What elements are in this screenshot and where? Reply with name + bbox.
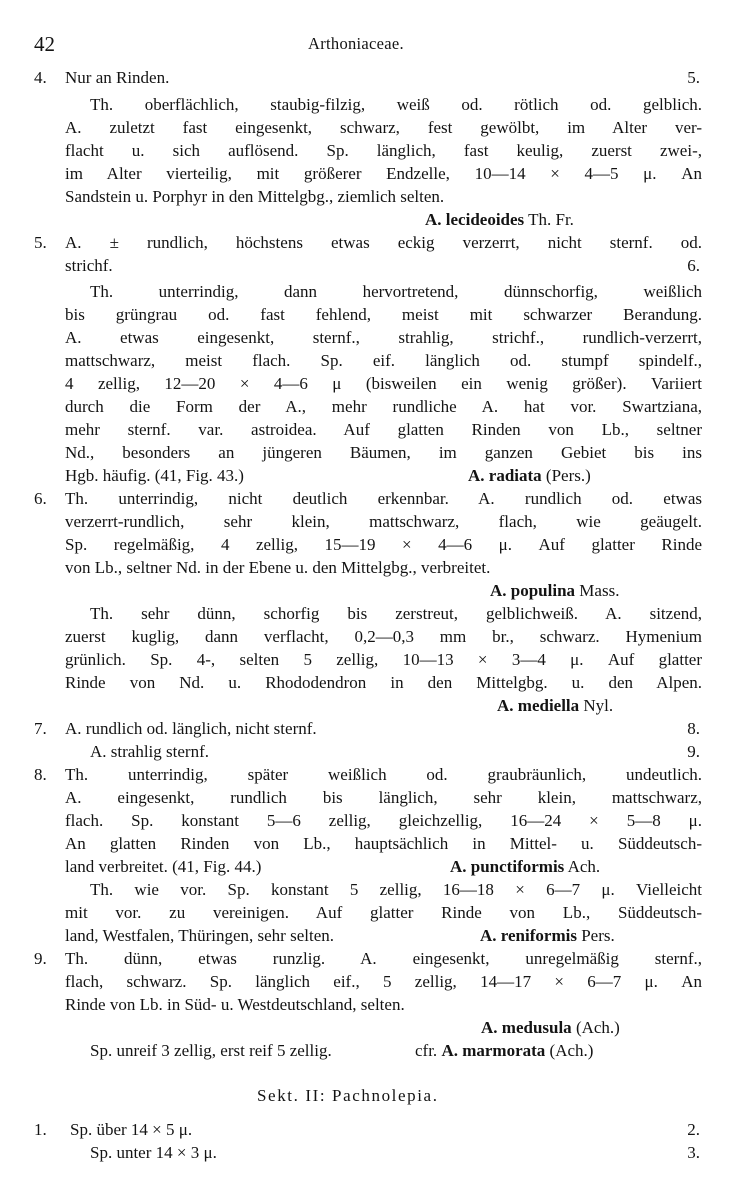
text-line: Th. unterrindig, später weißlich od. graubräunlich, undeutlich. (65, 765, 702, 784)
species-author: (Ach.) (549, 1041, 594, 1060)
couplet-number: 8. (34, 765, 47, 784)
species-name: A. mediella (497, 696, 580, 715)
text-line: A. rundlich od. länglich, nicht sternf. (65, 719, 317, 738)
text-line: mehr sternf. var. astroidea. Auf glatten Rinden von Lb., seltner (65, 420, 702, 439)
text-line: A. eingesenkt, rundlich bis länglich, sehr klein, mattschwarz, (65, 788, 702, 807)
couplet-lead: 2. (687, 1120, 700, 1139)
couplet-lead: 9. (687, 742, 700, 761)
couplet-number: 6. (34, 489, 47, 508)
cfr-label: cfr. (415, 1041, 438, 1060)
species-line (468, 465, 591, 487)
text-line: land, Westfalen, Thüringen, sehr selten. (65, 926, 334, 945)
text-line: Th. unterrindig, dann hervortretend, dünnschorfig, weißlich (90, 282, 702, 301)
text-line: Nd., besonders an jüngeren Bäumen, im ganzen Gebiet bis ins (65, 443, 702, 462)
text-line: Rinde von Lb. in Süd- u. Westdeutschland, selten. (65, 995, 405, 1014)
species-name: A. populina (490, 581, 576, 600)
text-line: Th. wie vor. Sp. konstant 5 zellig, 16—18 × 6—7 μ. Vielleicht (90, 880, 702, 899)
text-line: Sp. über 14 × 5 μ. (70, 1120, 193, 1139)
text-line: durch die Form der A., mehr rundliche A. hat vor. Swartziana, (65, 397, 702, 416)
text-line: Th. dünn, etwas runzlig. A. eingesenkt, unregelmäßig sternf., (65, 949, 702, 968)
species-name: A. medusula (481, 1018, 572, 1037)
text-line: An glatten Rinden von Lb., hauptsächlich in Mittel- u. Süddeutsch- (65, 834, 702, 853)
species-name: A. radiata (468, 466, 542, 485)
species-author: (Pers.) (545, 466, 591, 485)
text-line: Nur an Rinden. (65, 68, 170, 87)
page-header (34, 32, 704, 62)
text-line: A. etwas eingesenkt, sternf., strahlig, strichf., rundlich-verzerrt, (65, 328, 702, 347)
running-head: Arthoniaceae. (308, 34, 404, 53)
text-line: grünlich. Sp. 4-, selten 5 zellig, 10—13 × 3—4 μ. Auf glatter (65, 650, 702, 669)
text-line: Rinde von Nd. u. Rhododendron in den Mittelgbg. u. den Alpen. (65, 673, 702, 692)
text-line: Th. unterrindig, nicht deutlich erkennbar. A. rundlich od. etwas (65, 489, 702, 508)
text-line: land verbreitet. (41, Fig. 44.) (65, 857, 262, 876)
species-line (450, 856, 600, 878)
text-line: Th. sehr dünn, schorfig bis zerstreut, gelblichweiß. A. sitzend, (90, 604, 702, 623)
section-heading: Sekt. II: Pachnolepia. (257, 1086, 439, 1105)
text-line: im Alter vierteilig, mit größerer Endzelle, 10—14 × 4—5 μ. An (65, 164, 702, 183)
text-line: von Lb., seltner Nd. in der Ebene u. den Mittelgbg., verbreitet. (65, 558, 491, 577)
text-line: A. strahlig sternf. (90, 742, 209, 761)
couplet-number: 1. (34, 1120, 47, 1139)
couplet-number: 4. (34, 68, 47, 87)
species-line (481, 1017, 620, 1039)
couplet-number: 7. (34, 719, 47, 738)
text-line: Th. oberflächlich, staubig-filzig, weiß od. rötlich od. gelblich. (90, 95, 702, 114)
species-author: (Ach.) (575, 1018, 620, 1037)
species-line (480, 925, 615, 947)
species-author: Nyl. (583, 696, 614, 715)
species-name: A. reniformis (480, 926, 577, 945)
text-line: A. zuletzt fast eingesenkt, schwarz, fest gewölbt, im Alter ver- (65, 118, 702, 137)
text-line: Sp. regelmäßig, 4 zellig, 15—19 × 4—6 μ. Auf glatter Rinde (65, 535, 702, 554)
species-line (490, 580, 619, 602)
couplet-lead: 5. (687, 68, 700, 87)
text-line: Hgb. häufig. (41, Fig. 43.) (65, 466, 244, 485)
couplet-lead: 6. (687, 256, 700, 275)
text-line: mattschwarz, meist flach. Sp. eif. länglich od. stumpf spindelf., (65, 351, 702, 370)
text-line: Sp. unreif 3 zellig, erst reif 5 zellig. (90, 1041, 332, 1060)
species-name: A. punctiformis (450, 857, 565, 876)
text-line: mit vor. zu vereinigen. Auf glatter Rinde von Lb., Süddeutsch- (65, 903, 702, 922)
text-line: flacht u. sich auflösend. Sp. länglich, fast keulig, zuerst zwei-, (65, 141, 702, 160)
text-line: bis grüngrau od. fast fehlend, meist mit schwarzer Berandung. (65, 305, 702, 324)
text-line: A. ± rundlich, höchstens etwas eckig verzerrt, nicht sternf. od. (65, 233, 702, 252)
text-line: flach, schwarz. Sp. länglich eif., 5 zellig, 14—17 × 6—7 μ. An (65, 972, 702, 991)
couplet-number: 5. (34, 233, 47, 252)
species-name: A. lecideoides (425, 210, 525, 229)
couplet-lead: 3. (687, 1143, 700, 1162)
species-author: Th. Fr. (528, 210, 574, 229)
species-author: Pers. (581, 926, 615, 945)
text-line: strichf. (65, 256, 113, 275)
text-line: verzerrt-rundlich, sehr klein, mattschwarz, flach, wie geäugelt. (65, 512, 702, 531)
text-line: zuerst kuglig, dann verflacht, 0,2—0,3 mm br., schwarz. Hymenium (65, 627, 702, 646)
text-line: 4 zellig, 12—20 × 4—6 μ (bisweilen ein wenig größer). Variiert (65, 374, 702, 393)
species-line (497, 695, 613, 717)
species-line (425, 209, 574, 231)
species-name: A. marmorata (441, 1041, 546, 1060)
species-author: Ach. (567, 857, 601, 876)
species-author: Mass. (579, 581, 620, 600)
couplet-lead: 8. (687, 719, 700, 738)
text-line: Sandstein u. Porphyr in den Mittelgbg., ziemlich selten. (65, 187, 445, 206)
text-line: Sp. unter 14 × 3 μ. (90, 1143, 217, 1162)
couplet-number: 9. (34, 949, 47, 968)
species-line (415, 1040, 593, 1062)
page-number: 42 (34, 32, 55, 56)
text-line: flach. Sp. konstant 5—6 zellig, gleichzellig, 16—24 × 5—8 μ. (65, 811, 702, 830)
